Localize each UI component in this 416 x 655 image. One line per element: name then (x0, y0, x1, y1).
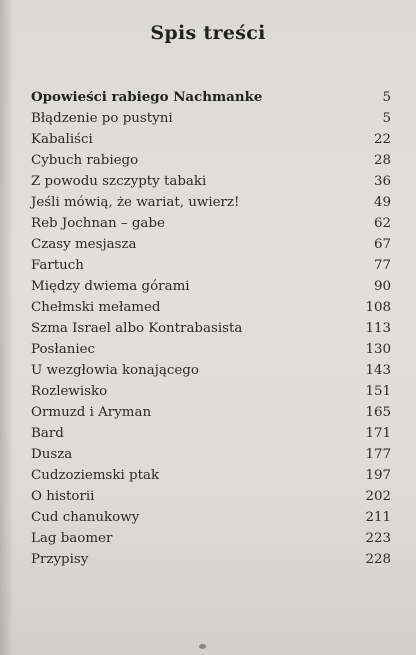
toc-entry-title: O historii (31, 489, 95, 504)
toc-entry (31, 399, 391, 420)
toc-entry (31, 462, 391, 483)
toc-entry-page: 62 (373, 216, 391, 231)
toc-entry (31, 420, 391, 441)
toc-entry-title: Szma Israel albo Kontrabasista (31, 321, 243, 336)
toc-entry-title: Przypisy (31, 552, 89, 567)
toc-entry (31, 525, 391, 546)
table-of-contents (31, 84, 391, 567)
toc-entry (31, 546, 391, 567)
toc-entry-page: 77 (373, 258, 391, 273)
toc-entry-title: Kabaliści (31, 132, 93, 147)
page-shadow (0, 0, 14, 655)
toc-entry-page: 67 (373, 237, 391, 252)
toc-entry-page: 5 (382, 111, 391, 126)
toc-entry (31, 315, 391, 336)
toc-entry (31, 252, 391, 273)
toc-entry (31, 378, 391, 399)
toc-entry-page: 165 (365, 405, 391, 420)
toc-entry-title: Reb Jochnan – gabe (31, 216, 165, 231)
toc-entry-page: 28 (373, 153, 391, 168)
toc-entry (31, 147, 391, 168)
toc-entry-page: 22 (373, 132, 391, 147)
toc-entry-page: 130 (365, 342, 391, 357)
toc-entry-title: U wezgłowia konającego (31, 363, 199, 378)
toc-entry (31, 210, 391, 231)
toc-entry-page: 171 (365, 426, 391, 441)
page-title: Spis treści (150, 22, 266, 44)
toc-entry-title: Rozlewisko (31, 384, 108, 399)
toc-entry-title: Ormuzd i Aryman (31, 405, 152, 420)
toc-entry-title: Opowieści rabiego Nachmanke (31, 89, 263, 105)
toc-entry-title: Jeśli mówią, że wariat, uwierz! (31, 195, 240, 210)
toc-entry-title: Cybuch rabiego (31, 153, 139, 168)
toc-entry (31, 273, 391, 294)
toc-entry-title: Czasy mesjasza (31, 237, 137, 252)
toc-entry (31, 168, 391, 189)
toc-entry-title: Z powodu szczypty tabaki (31, 174, 207, 189)
toc-entry-page: 143 (365, 363, 391, 378)
toc-entry (31, 504, 391, 525)
toc-entry (31, 336, 391, 357)
toc-entry (31, 441, 391, 462)
toc-entry (31, 105, 391, 126)
toc-entry (31, 126, 391, 147)
toc-entry-page: 90 (373, 279, 391, 294)
toc-entry-title: Lag baomer (31, 531, 113, 546)
toc-entry (31, 357, 391, 378)
toc-entry-page: 113 (365, 321, 391, 336)
toc-entry-page: 197 (365, 468, 391, 483)
toc-entry (31, 294, 391, 315)
toc-entry-page: 5 (382, 90, 391, 105)
toc-entry-title: Błądzenie po pustyni (31, 111, 173, 126)
toc-entry-title: Posłaniec (31, 342, 96, 357)
toc-entry-title: Między dwiema górami (31, 279, 190, 294)
toc-entry-title: Cud chanukowy (31, 510, 140, 525)
page-edge-mark (199, 644, 206, 649)
toc-entry-title: Dusza (31, 447, 73, 462)
toc-entry (31, 231, 391, 252)
toc-entry-title: Chełmski mełamed (31, 300, 161, 315)
toc-entry-page: 177 (365, 447, 391, 462)
toc-entry-page: 202 (365, 489, 391, 504)
toc-entry-page: 228 (365, 552, 391, 567)
toc-entry-page: 223 (365, 531, 391, 546)
toc-entry (31, 84, 391, 105)
toc-entry (31, 483, 391, 504)
toc-entry-title: Cudzoziemski ptak (31, 468, 160, 483)
toc-entry-page: 108 (365, 300, 391, 315)
toc-entry-title: Fartuch (31, 258, 84, 273)
toc-entry-page: 36 (373, 174, 391, 189)
toc-entry (31, 189, 391, 210)
toc-entry-title: Bard (31, 426, 64, 441)
toc-entry-page: 49 (373, 195, 391, 210)
toc-entry-page: 151 (365, 384, 391, 399)
toc-entry-page: 211 (365, 510, 391, 525)
